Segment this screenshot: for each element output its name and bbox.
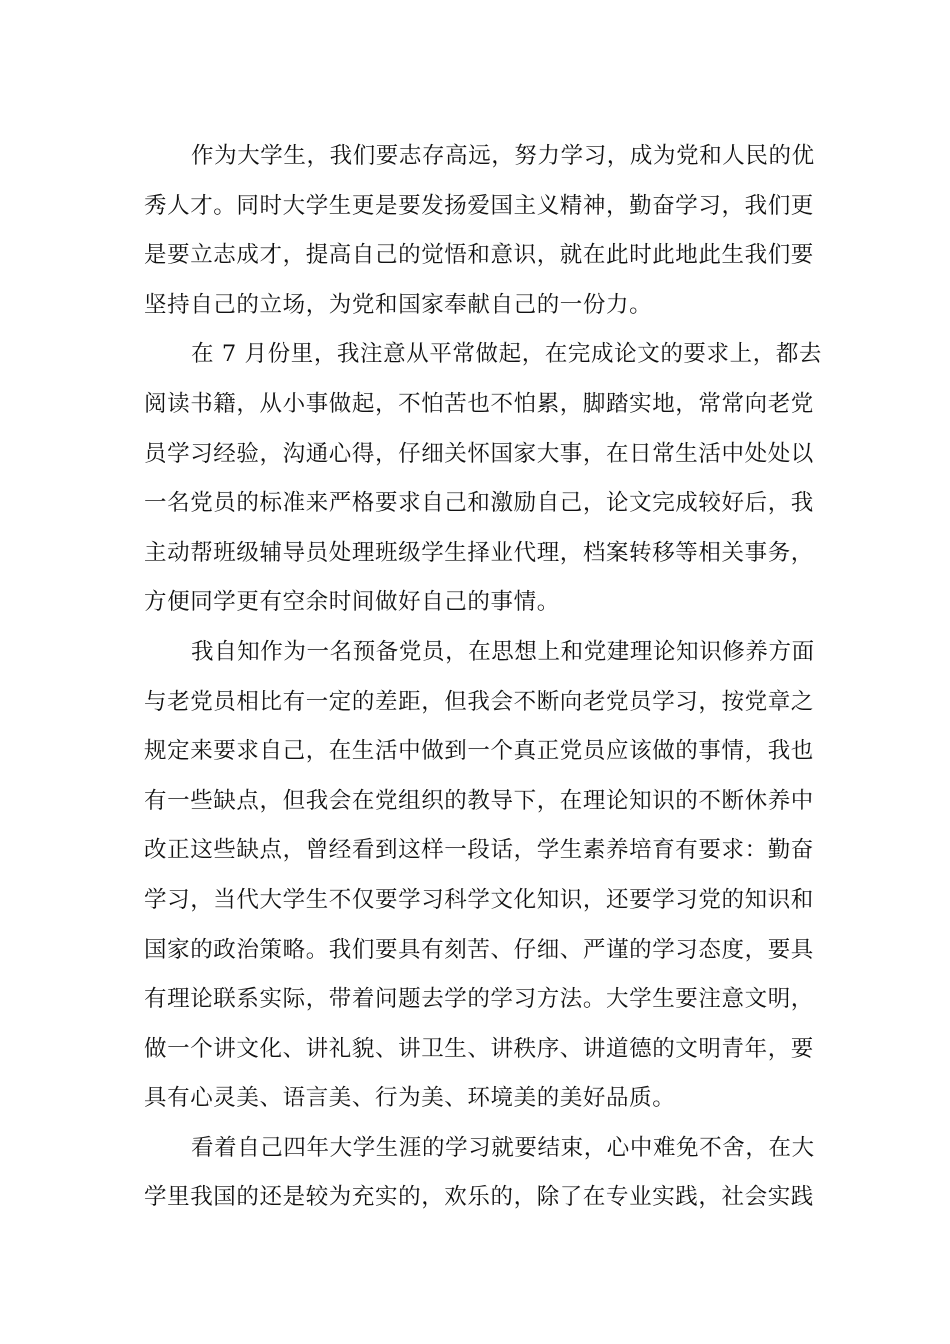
text-line: 具有心灵美、语言美、行为美、环境美的美好品质。 xyxy=(144,1085,676,1112)
text-line: 改正这些缺点，曾经看到这样一段话，学生素养培育有要求：勤奋 xyxy=(144,837,814,864)
text-line: 主动帮班级辅导员处理班级学生择业代理，档案转移等相关事务， xyxy=(144,539,814,566)
paragraph-2 xyxy=(144,330,823,628)
paragraph-3 xyxy=(144,628,815,1124)
text-line: 国家的政治策略。我们要具有刻苦、仔细、严谨的学习态度，要具 xyxy=(144,936,814,963)
text-line: 与老党员相比有一定的差距，但我会不断向老党员学习，按党章之 xyxy=(144,688,814,715)
text-line: 学里我国的还是较为充实的，欢乐的，除了在专业实践，社会实践 xyxy=(144,1184,814,1211)
text-line: 阅读书籍，从小事做起，不怕苦也不怕累，脚踏实地，常常向老党 xyxy=(144,390,814,417)
text-line: 作为大学生，我们要志存高远，努力学习，成为党和人民的优 xyxy=(191,143,815,169)
text-line: 在 7 月份里，我注意从平常做起，在完成论文的要求上，都去 xyxy=(191,341,823,368)
text-line: 学习，当代大学生不仅要学习科学文化知识，还要学习党的知识和 xyxy=(144,886,814,913)
text-line: 是要立志成才，提高自己的觉悟和意识，就在此时此地此生我们要 xyxy=(144,242,814,269)
text-line: 有一些缺点，但我会在党组织的教导下，在理论知识的不断休养中 xyxy=(144,787,814,814)
text-line: 看着自己四年大学生涯的学习就要结束，心中难免不舍，在大 xyxy=(191,1134,815,1161)
text-line: 方便同学更有空余时间做好自己的事情。 xyxy=(144,589,560,616)
text-line: 我自知作为一名预备党员，在思想上和党建理论知识修养方面 xyxy=(191,638,815,665)
text-line: 一名党员的标准来严格要求自己和激励自己，论文完成较好后，我 xyxy=(144,490,814,517)
paragraph-1 xyxy=(144,132,815,330)
document-body xyxy=(144,132,823,1223)
text-line: 有理论联系实际，带着问题去学的学习方法。大学生要注意文明， xyxy=(144,986,814,1013)
text-line: 做一个讲文化、讲礼貌、讲卫生、讲秩序、讲道德的文明青年，要 xyxy=(144,1035,814,1062)
text-line: 规定来要求自己，在生活中做到一个真正党员应该做的事情，我也 xyxy=(144,738,814,765)
paragraph-4 xyxy=(144,1124,815,1223)
text-line: 坚持自己的立场，为党和国家奉献自己的一份力。 xyxy=(144,291,653,318)
text-line: 秀人才。同时大学生更是要发扬爱国主义精神，勤奋学习，我们更 xyxy=(144,192,814,219)
text-line: 员学习经验，沟通心得，仔细关怀国家大事，在日常生活中处处以 xyxy=(144,440,814,467)
